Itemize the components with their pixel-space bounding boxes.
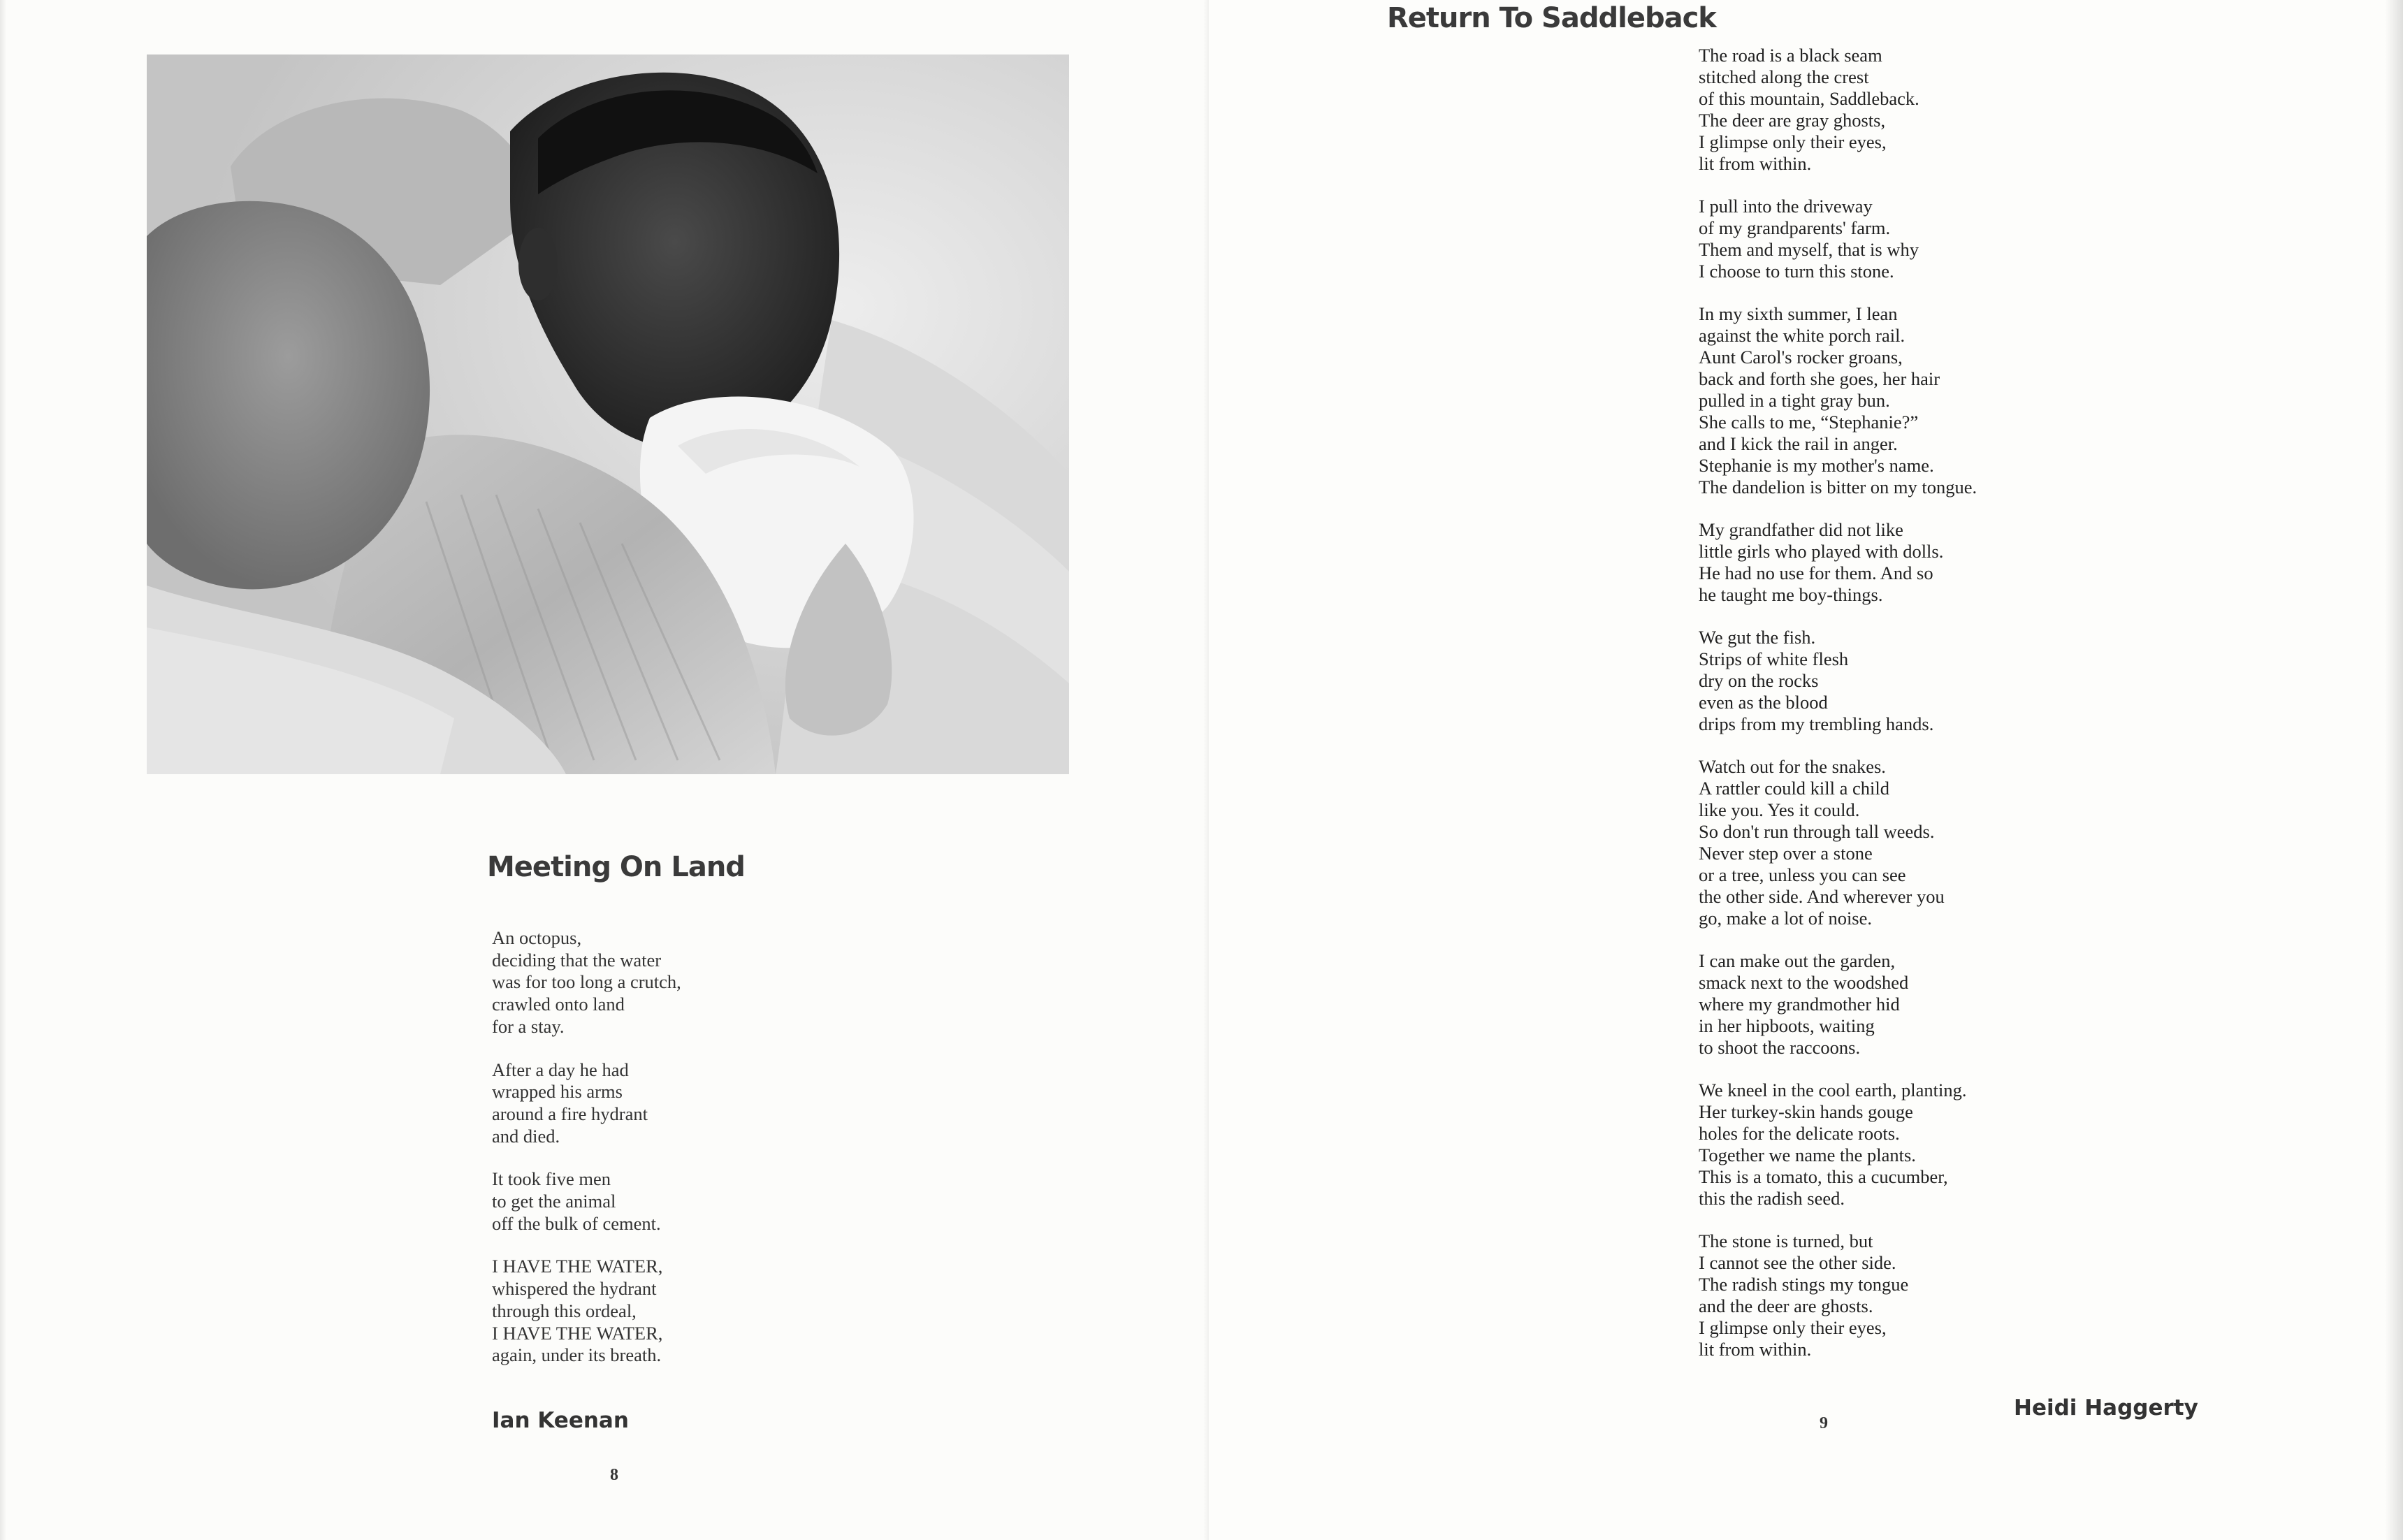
stanza [492,1168,681,1235]
poem-line: The deer are gray ghosts, [1699,110,1886,131]
poem-line: holes for the delicate roots. [1699,1123,1900,1144]
stanza [1699,950,1977,1059]
poem-line: A rattler could kill a child [1699,778,1890,799]
stanza [492,1256,681,1367]
poem-line: It took five men [492,1168,611,1190]
poem-line: in her hipboots, waiting [1699,1015,1875,1036]
poem-line: The road is a black seam [1699,45,1882,66]
poem-line: and the deer are ghosts. [1699,1295,1873,1316]
stanza [1699,45,1977,175]
poem-line: I choose to turn this stone. [1699,261,1894,282]
poem-line: or a tree, unless you can see [1699,864,1906,885]
poem-line: I glimpse only their eyes, [1699,131,1887,152]
poem-line: dry on the rocks [1699,670,1819,691]
poem-line: I glimpse only their eyes, [1699,1317,1887,1338]
poem-line: where my grandmother hid [1699,994,1900,1015]
poem-line: I cannot see the other side. [1699,1252,1896,1273]
poem-line: Never step over a stone [1699,843,1873,864]
poem-line: around a fire hydrant [492,1103,648,1124]
poem-line: the other side. And wherever you [1699,886,1945,907]
poem-line: and died. [492,1125,560,1147]
poem-line: An octopus, [492,927,582,948]
poem-line: So don't run through tall weeds. [1699,821,1935,842]
poem-line: off the bulk of cement. [492,1212,661,1234]
poem-line: The radish stings my tongue [1699,1274,1909,1295]
poem-line: back and forth she goes, her hair [1699,368,1940,389]
poem-author: Ian Keenan [492,1408,629,1433]
poem-line: crawled onto land [492,994,625,1015]
poem-line: wrapped his arms [492,1081,623,1103]
poem-line: stitched along the crest [1699,66,1869,87]
poem-line: Aunt Carol's rocker groans, [1699,347,1903,368]
poem-line: Watch out for the snakes. [1699,756,1886,777]
poem-line: She calls to me, “Stephanie?” [1699,412,1919,433]
poem-line: I HAVE THE WATER, [492,1322,663,1344]
page-edge-shadow [0,0,7,1540]
stanza [1699,1080,1977,1210]
poem-line: pulled in a tight gray bun. [1699,390,1890,411]
poem-line: and I kick the rail in anger. [1699,433,1898,454]
poem-line: The dandelion is bitter on my tongue. [1699,477,1977,497]
poem-line: smack next to the woodshed [1699,972,1909,993]
poem-line: even as the blood [1699,692,1828,713]
poem-body [1699,45,1977,1381]
poem-line: to get the animal [492,1191,616,1212]
poem-line: Together we name the plants. [1699,1145,1916,1165]
stanza [1699,196,1977,282]
poem-line: again, under its breath. [492,1344,662,1366]
poem-line: lit from within. [1699,153,1812,174]
poem-line: like you. Yes it could. [1699,799,1860,820]
poem-line: Stephanie is my mother's name. [1699,455,1934,476]
poem-line: Her turkey-skin hands gouge [1699,1101,1913,1122]
stanza [492,1059,681,1148]
poem-line: I can make out the garden, [1699,950,1896,971]
poem-line: for a stay. [492,1015,565,1037]
poem-line: I HAVE THE WATER, [492,1256,663,1277]
poem-line: he taught me boy-things. [1699,584,1883,605]
poem-line: We kneel in the cool earth, planting. [1699,1080,1967,1100]
stanza [1699,1230,1977,1360]
poem-line: I pull into the driveway [1699,196,1873,217]
poem-line: lit from within. [1699,1339,1812,1360]
poem-line: Strips of white flesh [1699,648,1849,669]
poem-line: Them and myself, that is why [1699,239,1919,260]
poem-line: was for too long a crutch, [492,971,681,993]
poem-line: drips from my trembling hands. [1699,713,1934,734]
poem-line: In my sixth summer, I lean [1699,303,1898,324]
poem-line: of this mountain, Saddleback. [1699,88,1919,109]
poem-line: He had no use for them. And so [1699,562,1933,583]
poem-line: this the radish seed. [1699,1188,1845,1209]
poem-line: of my grandparents' farm. [1699,217,1891,238]
poem-line: deciding that the water [492,949,662,971]
poem-line: whispered the hydrant [492,1278,657,1300]
stanza [1699,627,1977,735]
poem-line: against the white porch rail. [1699,325,1905,346]
stanza [1699,303,1977,498]
poem-title: Meeting On Land [487,851,745,883]
poem-title: Return To Saddleback [1387,2,1716,34]
poem-line: This is a tomato, this a cucumber, [1699,1166,1948,1187]
poem-line: The stone is turned, but [1699,1230,1873,1251]
poem-line: through this ordeal, [492,1300,637,1321]
stanza [1699,756,1977,929]
stanza [492,927,681,1038]
photograph [147,55,1069,774]
page-number: 9 [1820,1414,1828,1432]
poem-line: little girls who played with dolls. [1699,541,1944,562]
poem-line: go, make a lot of noise. [1699,908,1873,929]
photograph-embrace-icon [147,55,1069,774]
page-edge-shadow [2385,0,2403,1540]
poem-author: Heidi Haggerty [2014,1395,2198,1421]
page-number: 8 [610,1466,618,1484]
poem-line: My grandfather did not like [1699,519,1903,540]
poem-line: to shoot the raccoons. [1699,1037,1861,1058]
stanza [1699,519,1977,606]
poem-body [492,927,681,1388]
poem-line: We gut the fish. [1699,627,1816,648]
poem-line: After a day he had [492,1059,629,1080]
